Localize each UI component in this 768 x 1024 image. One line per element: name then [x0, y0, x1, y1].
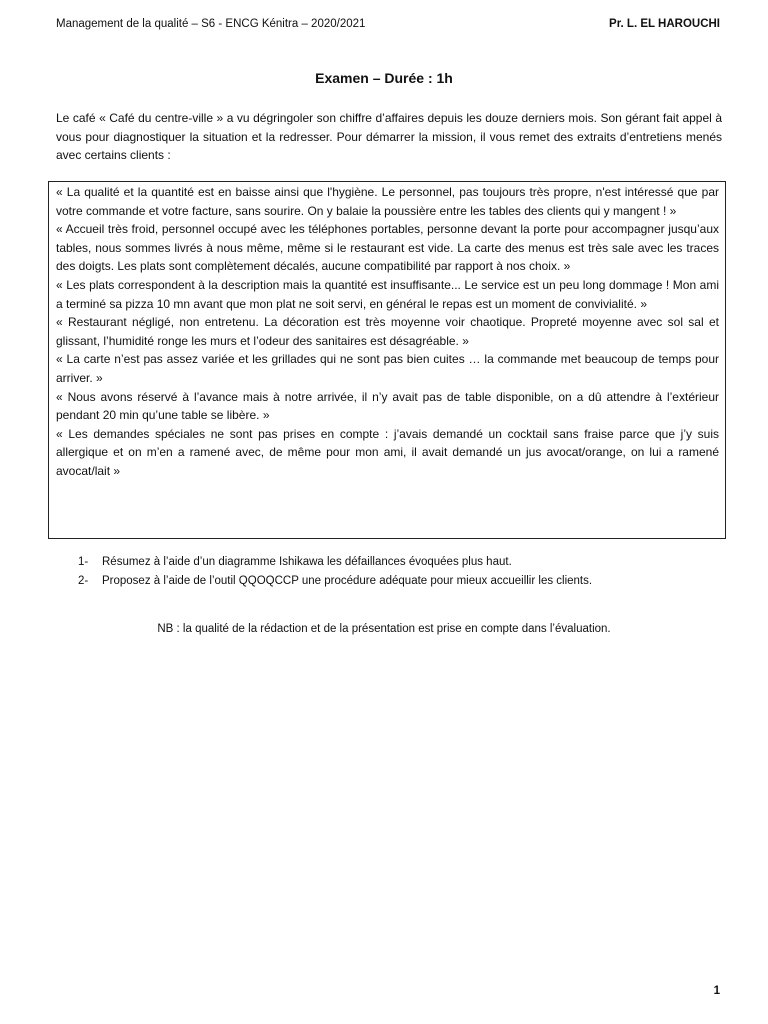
question-list	[78, 553, 718, 591]
client-quotes-box	[48, 181, 726, 539]
question-number: 2-	[78, 575, 89, 587]
client-quote: « Les plats correspondent à la description mais la quantité est insuffisante... Le service est un peu long dommage ! Mon ami a terminé sa pizza 10 mn avant que mon plat ne soit servi, en général le repas est un moment de convivialité. »	[56, 277, 719, 311]
course-info: Management de la qualité – S6 - ENCG Kénitra – 2020/2021	[56, 18, 366, 30]
page-header	[56, 18, 720, 30]
question-text: Proposez à l’aide de l’outil QQOQCCP une procédure adéquate pour mieux accueillir les clients.	[102, 575, 593, 587]
client-quote: « Les demandes spéciales ne sont pas prises en compte : j’avais demandé un cocktail sans fraise parce que j’y suis allergique et on m’en a ramené avec, de même pour mon ami, il avait demandé un jus avocat/orange, on lui a ramené avocat/lait »	[56, 426, 719, 478]
client-quote: « Accueil très froid, personnel occupé avec les téléphones portables, personne devant la porte pour accompagner jusqu’aux tables, nous sommes livrés à nous même, même si le restaurant est vide. La carte des menus est très sale avec les traces des doigts. Les plats sont complètement décalés, aucune compatibilité par rapport à nos choix. »	[56, 222, 719, 274]
exam-title: Examen – Durée : 1h	[315, 70, 453, 86]
question-item	[78, 553, 718, 572]
author-name: Pr. L. EL HAROUCHI	[609, 18, 720, 30]
question-number: 1-	[78, 556, 89, 568]
client-quote: « Restaurant négligé, non entretenu. La décoration est très moyenne voir chaotique. Propreté moyenne avec sol sal et glissant, l’humidité ronge les murs et l’odeur des sanitaires est désagréable. »	[56, 315, 719, 348]
intro-paragraph: Le café « Café du centre-ville » a vu dégringoler son chiffre d’affaires depuis les douze derniers mois. Son gérant fait appel à vous pour diagnostiquer la situation et la redresser. Pour démarrer la mission, il vous remet des extraits d’entretiens menés avec certains clients :	[56, 111, 722, 162]
page-number: 1	[713, 985, 720, 997]
client-quote: « La carte n’est pas assez variée et les grillades qui ne sont pas bien cuites … la commande met beaucoup de temps pour arriver. »	[56, 352, 719, 385]
question-item	[78, 572, 718, 591]
client-quote: « La qualité et la quantité est en baisse ainsi que l'hygiène. Le personnel, pas toujours très propre, n'est intéressé que par votre commande et votre facture, sans sourire. On y balaie la poussière entre les tables des clients qui y mangent ! »	[56, 185, 719, 218]
question-text: Résumez à l’aide d’un diagramme Ishikawa les défaillances évoquées plus haut.	[102, 556, 512, 568]
evaluation-note: NB : la qualité de la rédaction et de la présentation est prise en compte dans l’évaluation.	[157, 623, 611, 635]
client-quote: « Nous avons réservé à l’avance mais à notre arrivée, il n’y avait pas de table disponible, on a dû attendre à l’extérieur pendant 20 min qu’une table se libère. »	[56, 389, 719, 423]
